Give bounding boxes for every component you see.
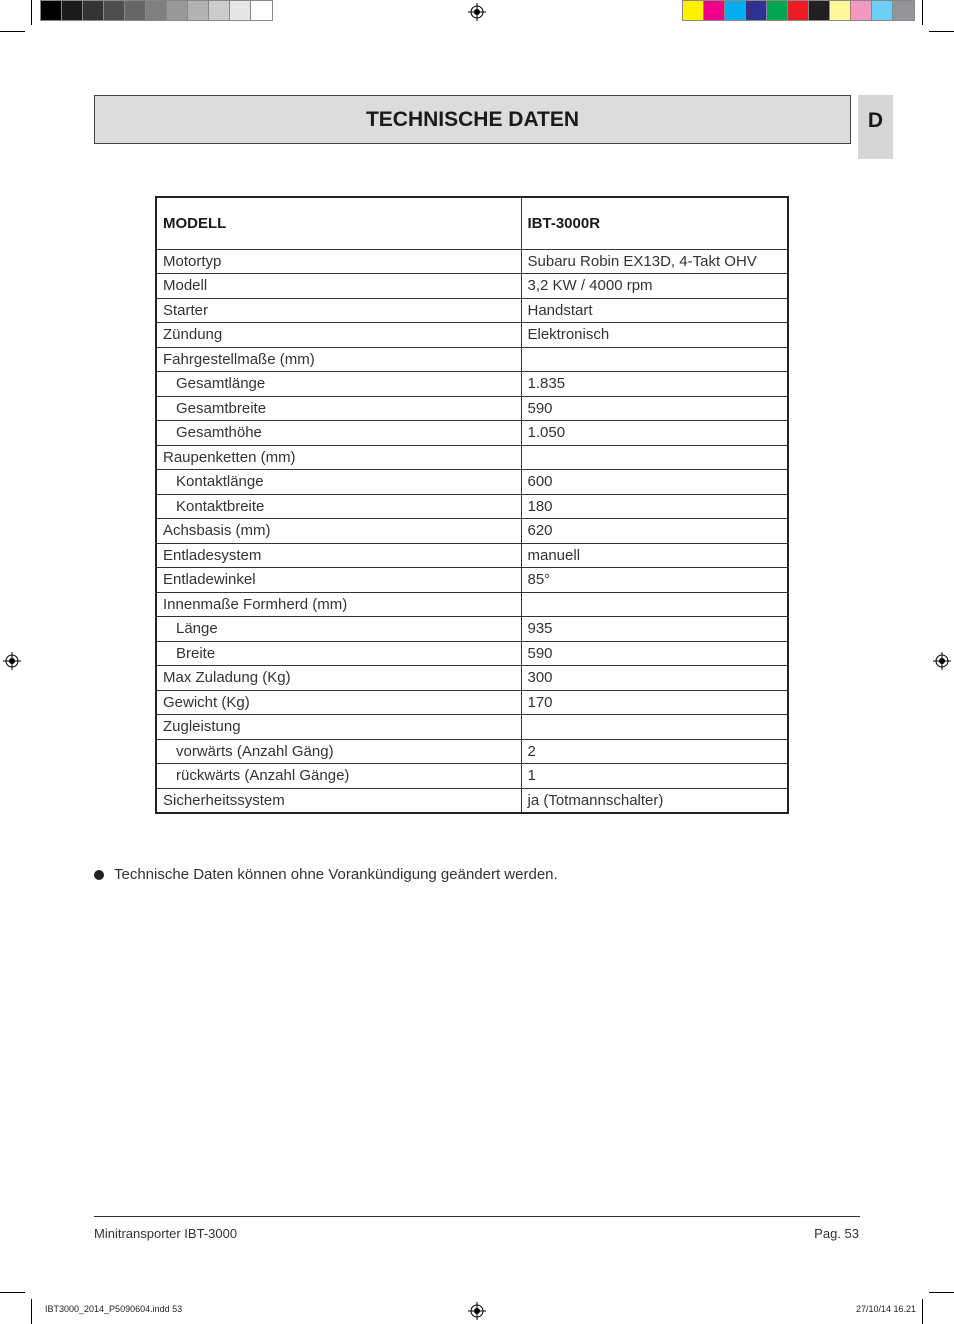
table-row — [156, 421, 788, 446]
note-text: Technische Daten können ohne Vorankündigung geändert werden. — [114, 866, 558, 883]
row-value: 1.050 — [521, 421, 788, 446]
color-swatch — [704, 1, 725, 20]
row-label: Breite — [156, 641, 521, 666]
note — [94, 866, 558, 883]
row-value: 590 — [521, 396, 788, 421]
crop-mark — [929, 31, 954, 32]
color-swatch — [104, 1, 125, 20]
row-label: Kontaktbreite — [156, 494, 521, 519]
crop-mark — [0, 1292, 25, 1293]
table-header-row — [156, 197, 788, 249]
crop-mark — [0, 31, 25, 32]
table-row — [156, 274, 788, 299]
color-swatch — [788, 1, 809, 20]
row-value: 3,2 KW / 4000 rpm — [521, 274, 788, 299]
row-label: Länge — [156, 617, 521, 642]
row-value — [521, 445, 788, 470]
table-row — [156, 323, 788, 348]
registration-mark-icon — [468, 1302, 486, 1320]
row-label: Kontaktlänge — [156, 470, 521, 495]
process-color-bar — [682, 0, 915, 21]
crop-mark — [922, 1299, 923, 1324]
row-value: 1 — [521, 764, 788, 789]
row-value: 600 — [521, 470, 788, 495]
crop-mark — [929, 1292, 954, 1293]
table-row — [156, 372, 788, 397]
row-value: 300 — [521, 666, 788, 691]
row-value: 180 — [521, 494, 788, 519]
color-swatch — [188, 1, 209, 20]
row-label: Innenmaße Formherd (mm) — [156, 592, 521, 617]
row-value — [521, 715, 788, 740]
color-swatch — [230, 1, 251, 20]
table-row — [156, 249, 788, 274]
color-swatch — [83, 1, 104, 20]
row-value: Subaru Robin EX13D, 4-Takt OHV — [521, 249, 788, 274]
color-swatch — [830, 1, 851, 20]
table-row — [156, 690, 788, 715]
header-cell-value: IBT-3000R — [521, 197, 788, 249]
row-value — [521, 347, 788, 372]
registration-mark-icon — [468, 3, 486, 21]
color-swatch — [725, 1, 746, 20]
registration-mark-icon — [933, 652, 951, 670]
table-row — [156, 470, 788, 495]
table-row — [156, 764, 788, 789]
footer-page-number: Pag. 53 — [814, 1226, 859, 1241]
table-row — [156, 494, 788, 519]
row-label: Gesamthöhe — [156, 421, 521, 446]
table-row — [156, 543, 788, 568]
color-swatch — [893, 1, 914, 20]
row-label: Achsbasis (mm) — [156, 519, 521, 544]
row-value: Elektronisch — [521, 323, 788, 348]
row-label: Zugleistung — [156, 715, 521, 740]
table-row — [156, 739, 788, 764]
row-label: Gesamtlänge — [156, 372, 521, 397]
row-value: 935 — [521, 617, 788, 642]
slug-file: IBT3000_2014_P5090604.indd 53 — [45, 1304, 183, 1314]
color-swatch — [146, 1, 167, 20]
color-swatch — [767, 1, 788, 20]
table-row — [156, 519, 788, 544]
table-row — [156, 641, 788, 666]
color-swatch — [809, 1, 830, 20]
bullet-icon — [94, 870, 104, 880]
row-label: Sicherheitssystem — [156, 788, 521, 813]
color-swatch — [167, 1, 188, 20]
color-swatch — [209, 1, 230, 20]
crop-mark — [31, 1299, 32, 1324]
row-label: rückwärts (Anzahl Gänge) — [156, 764, 521, 789]
table-row — [156, 788, 788, 813]
color-swatch — [125, 1, 146, 20]
row-label: Gesamtbreite — [156, 396, 521, 421]
spec-table — [155, 196, 789, 814]
table-row — [156, 396, 788, 421]
footer-divider — [94, 1216, 860, 1217]
row-value: 170 — [521, 690, 788, 715]
row-label: Modell — [156, 274, 521, 299]
row-label: Gewicht (Kg) — [156, 690, 521, 715]
row-label: Zündung — [156, 323, 521, 348]
header-cell-model: MODELL — [156, 197, 521, 249]
table-row — [156, 445, 788, 470]
color-swatch — [683, 1, 704, 20]
color-swatch — [251, 1, 272, 20]
crop-mark — [31, 0, 32, 25]
table-row — [156, 298, 788, 323]
color-swatch — [746, 1, 767, 20]
row-label: Entladesystem — [156, 543, 521, 568]
color-swatch — [851, 1, 872, 20]
row-value: Handstart — [521, 298, 788, 323]
row-label: Starter — [156, 298, 521, 323]
table-row — [156, 617, 788, 642]
row-value: 1.835 — [521, 372, 788, 397]
slug-date: 27/10/14 16.21 — [855, 1304, 916, 1314]
row-label: Raupenketten (mm) — [156, 445, 521, 470]
row-value: 2 — [521, 739, 788, 764]
footer-product: Minitransporter IBT-3000 — [94, 1226, 238, 1241]
table-row — [156, 347, 788, 372]
color-swatch — [62, 1, 83, 20]
row-value: 590 — [521, 641, 788, 666]
row-value: 620 — [521, 519, 788, 544]
table-row — [156, 568, 788, 593]
table-row — [156, 666, 788, 691]
crop-mark — [922, 0, 923, 25]
language-tab: D — [858, 95, 893, 159]
row-value: manuell — [521, 543, 788, 568]
row-value: ja (Totmannschalter) — [521, 788, 788, 813]
gray-color-bar — [40, 0, 273, 21]
table-row — [156, 715, 788, 740]
color-swatch — [872, 1, 893, 20]
row-label: Fahrgestellmaße (mm) — [156, 347, 521, 372]
row-label: Entladewinkel — [156, 568, 521, 593]
table-row — [156, 592, 788, 617]
row-value: 85° — [521, 568, 788, 593]
registration-mark-icon — [3, 652, 21, 670]
row-label: vorwärts (Anzahl Gäng) — [156, 739, 521, 764]
row-label: Motortyp — [156, 249, 521, 274]
row-label: Max Zuladung (Kg) — [156, 666, 521, 691]
page-title: TECHNISCHE DATEN — [94, 95, 851, 144]
color-swatch — [41, 1, 62, 20]
row-value — [521, 592, 788, 617]
